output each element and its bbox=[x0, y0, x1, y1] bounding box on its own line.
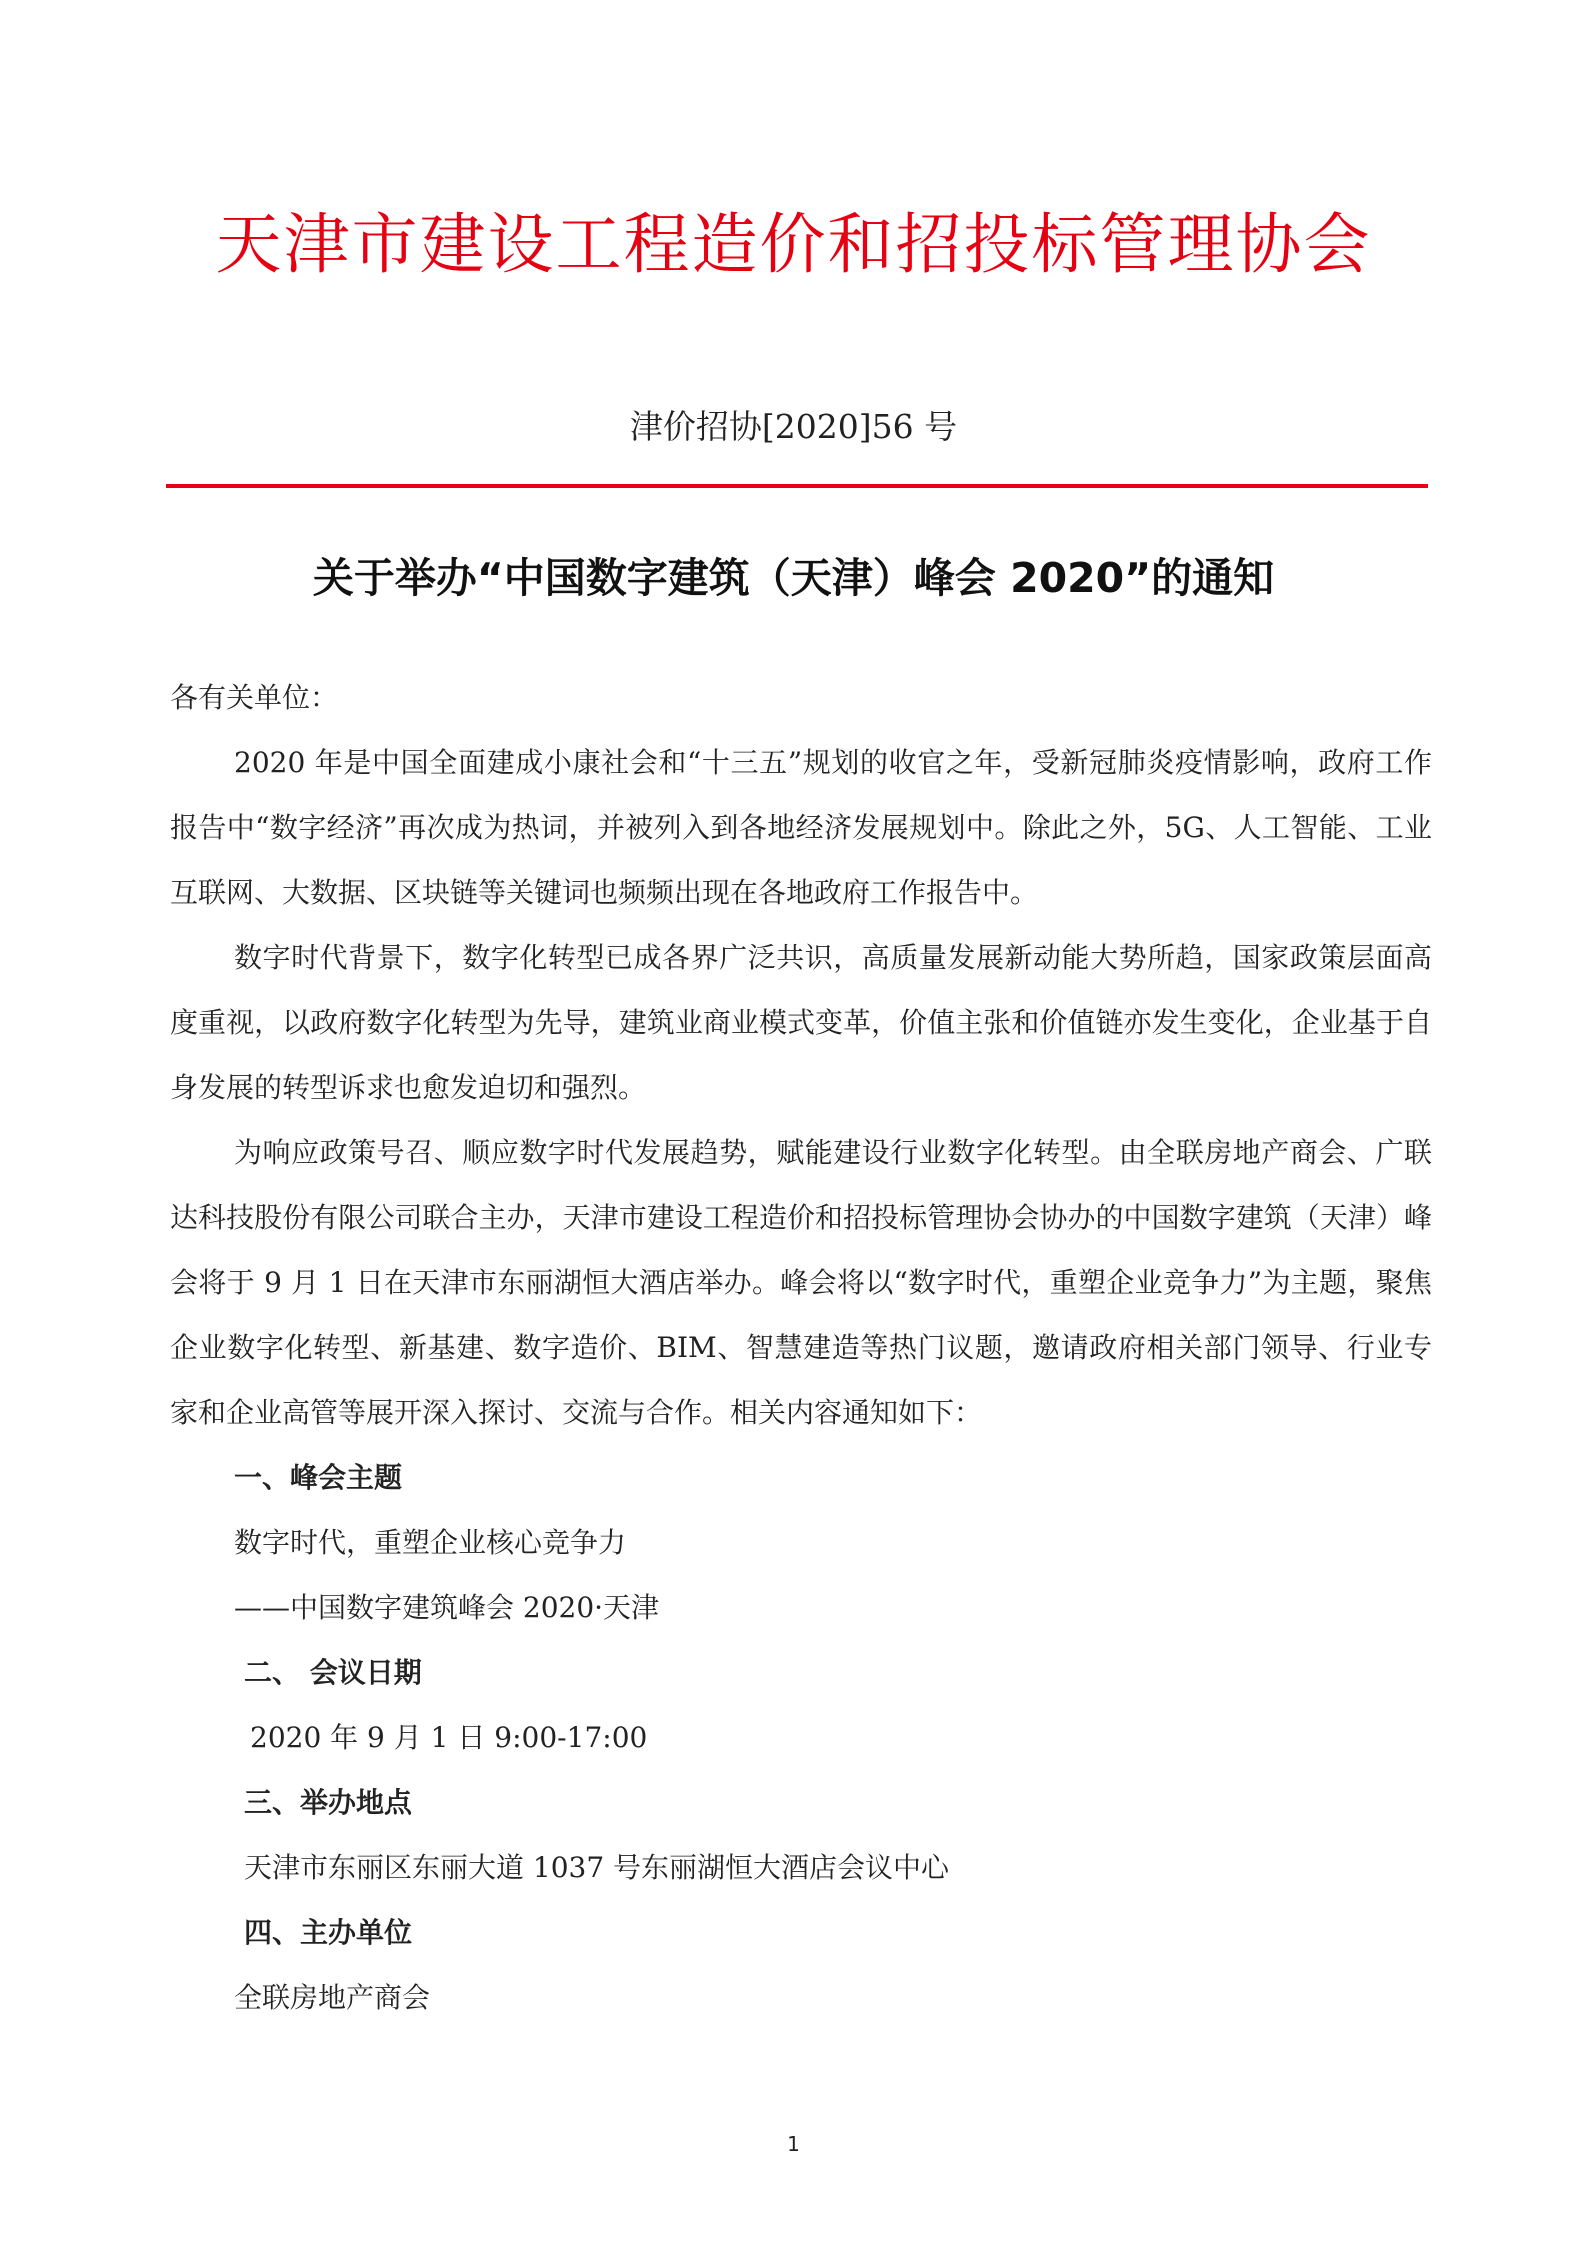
meeting-date: 2020 年 9 月 1 日 9:00-17:00 bbox=[250, 1721, 648, 1754]
venue-address: 天津市东丽区东丽大道 1037 号东丽湖恒大酒店会议中心 bbox=[244, 1851, 950, 1884]
section-heading-host: 四、主办单位 bbox=[244, 1916, 413, 1949]
page-number: 1 bbox=[787, 2132, 800, 2156]
org-name-header: 天津市建设工程造价和招投标管理协会 bbox=[215, 206, 1372, 283]
section-heading-venue: 三、举办地点 bbox=[244, 1786, 413, 1819]
notice-title: 关于举办“中国数字建筑（天津）峰会 2020”的通知 bbox=[312, 554, 1275, 602]
host-organization: 全联房地产商会 bbox=[234, 1981, 431, 2014]
section-heading-theme: 一、峰会主题 bbox=[234, 1461, 403, 1494]
theme-line: 数字时代，重塑企业核心竞争力 bbox=[234, 1526, 627, 1559]
paragraph: 为响应政策号召、顺应数字时代发展趋势，赋能建设行业数字化转型。由全联房地产商会、广联达科技股份有限公司联合主办，天津市建设工程造价和招投标管理协会协办的中国数字建筑（天津）峰会将于 9 月 1 日在天津市东丽湖恒大酒店举办。峰会将以“数字时代，重塑企业竞争力”为主题，聚焦企业数字化转型、新基建、数字造价、BIM、智慧建造等热门议题，邀请政府相关部门领导、行业专家和企业高管等展开深入探讨、交流与合作。相关内容通知如下： bbox=[170, 1136, 1432, 1429]
paragraph: 2020 年是中国全面建成小康社会和“十三五”规划的收官之年，受新冠肺炎疫情影响，政府工作报告中“数字经济”再次成为热词，并被列入到各地经济发展规划中。除此之外，5G、人工智能、工业互联网、大数据、区块链等关键词也频频出现在各地政府工作报告中。 bbox=[170, 746, 1432, 909]
paragraph: 数字时代背景下，数字化转型已成各界广泛共识，高质量发展新动能大势所趋，国家政策层面高度重视，以政府数字化转型为先导，建筑业商业模式变革，价值主张和价值链亦发生变化，企业基于自身发展的转型诉求也愈发迫切和强烈。 bbox=[170, 941, 1432, 1104]
notice-body bbox=[170, 665, 1432, 2030]
salutation: 各有关单位： bbox=[170, 681, 339, 714]
theme-subtitle: ——中国数字建筑峰会 2020·天津 bbox=[234, 1591, 660, 1624]
red-divider-line bbox=[166, 484, 1428, 488]
document-number: 津价招协[2020]56 号 bbox=[629, 407, 958, 446]
section-heading-date: 二、 会议日期 bbox=[244, 1656, 422, 1689]
